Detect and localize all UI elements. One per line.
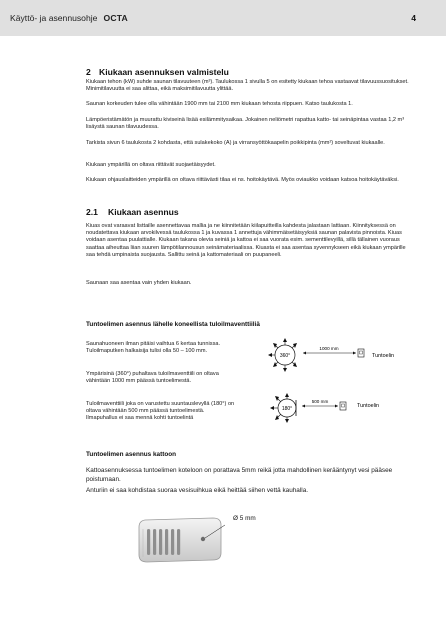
sensor-label: Tuntoelin <box>372 353 394 359</box>
sensor-symbol <box>358 349 364 357</box>
section-2-paragraph: Kiukaan ympärillä on oltava riittävät suojaetäisyydet. <box>86 162 216 168</box>
sensor-wall-text: Tuloilmaventtiili joka on varustettu suuntauslevyllä (180°) on oltava vähintään 500 mm päässä tuntoelimestä. Ilmapuhallus ei saa mennä kohti tuntoelintä <box>86 401 235 422</box>
header-title: Käyttö- ja asennusohje <box>10 13 98 23</box>
section-2-number: 2 <box>86 67 91 77</box>
section-2-paragraph: Kiukaan tehon (kW) suhde saunan tilavuuteen (m³). Taulukossa 1 sivulla 5 on esitetty kiukaan tehoa vastaavat tilavuussuositukset. Minimitilavuutta ei saa alittaa, eikä maksimitilavuutta ylittää. <box>86 79 409 93</box>
section-2-1-number: 2.1 <box>86 207 98 217</box>
hole-diameter-label: Ø 5 mm <box>233 515 256 522</box>
section-2-1-paragraph: Saunaan saa asentaa vain yhden kiukaan. <box>86 280 192 286</box>
sensor-ceiling-paragraph: Kattoasennuksessa tuntoelimen koteloon on porattava 5mm reikä jotta mahdollinen kerääntynyt vesi pääsee poistumaan. <box>86 467 393 483</box>
distance-label-500: 500 mm <box>311 399 329 404</box>
sensor-wall-heading: Tuntoelimen asennus lähelle koneellista tuloilmaventtiiliä <box>86 321 260 328</box>
section-2-paragraph: Kiukaan ohjauslaitteiden ympärillä on oltava riittävästi tilaa ei ns. hoitokäytävä. Myös oviaukko voidaan katsoa hoitokäytäväksi. <box>86 177 399 183</box>
section-2-paragraph: Saunan korkeuden tulee olla vähintään 1900 mm tai 2100 mm kiukaan tehosta riippuen. Katso taulukosta 1. <box>86 101 353 107</box>
sensor-ceiling-heading: Tuntoelimen asennus kattoon <box>86 451 177 458</box>
sensor-symbol <box>340 402 346 410</box>
temperature-sensor-image <box>133 515 228 565</box>
sensor-label: Tuntoelin <box>357 403 379 409</box>
page-number: 4 <box>411 13 416 23</box>
sensor-wall-text: Saunahuoneen ilman pitäisi vaihtua 6 kertaa tunnissa. Tuloilmaputken halkaisija tulisi olla 50 – 100 mm. <box>86 341 221 355</box>
section-2-title: Kiukaan asennuksen valmistelu <box>99 67 229 77</box>
valve-180-diagram <box>270 393 379 423</box>
valve-180-label: 180° <box>281 406 293 412</box>
distance-label-1000: 1000 mm <box>319 346 339 351</box>
valve-360-diagram <box>268 338 394 372</box>
sensor-ceiling-paragraph: Anturiin ei saa kohdistaa suoraa vesisuihkua eikä heittää siihen vettä kauhalla. <box>86 487 309 494</box>
section-2-1-paragraph: Kiuas ovat varaavat listtaille asennettavaa mallia ja ne kiinnitetään kiilapuitteilla kahdesta jalastaan lattiaan. Kiinnityksessä on noudatettava kiukaan arvokilvessä taulukossa 1 ja kuvassa 1 annettuja vähimmäisetäisyyksiä saunan palavista pinnoista. Kiuas voidaan asentaa puulattialle. Kiukaan takana olevia seiniä ja kattoa ei saa vuorata esim. sementtilevyillä, sillä tällainen vuoraus saattaa aiheuttaa liian suuren lämpötilannousun seinämateriaalissa. Kiuasta ei saa asentaa syvennykseen eikä kiukaan ympärille saa tehdä umpinaista suojausta. Sallittu seinä ja kattomateriaali on puupaneeli. <box>86 223 406 258</box>
sensor-wall-text: Ympärisinä (360°) puhaltava tuloilmaventtiili on oltava vähintään 1000 mm päässä tuntoelimestä. <box>86 371 219 385</box>
section-2-paragraph: Tarkista sivun 6 taulukosta 2 kohdasta, että sulakekoko (A) ja virransyöttökaapelin poikkipinta (mm²) soveltuvat kiukaalle. <box>86 140 385 146</box>
valve-360-label: 360° <box>279 353 291 359</box>
section-2-paragraph: Lämpöeristämätön ja muurattu kiviseinä lisää esilämmitysaikaa. Jokainen neliömetri rapattua katto- tai seinäpintaa vastaa 1,2 m³ lisäystä saunan tilavuudessa. <box>86 117 405 131</box>
header-brand: OCTA <box>103 13 128 23</box>
section-2-1-title: Kiukaan asennus <box>108 207 179 217</box>
